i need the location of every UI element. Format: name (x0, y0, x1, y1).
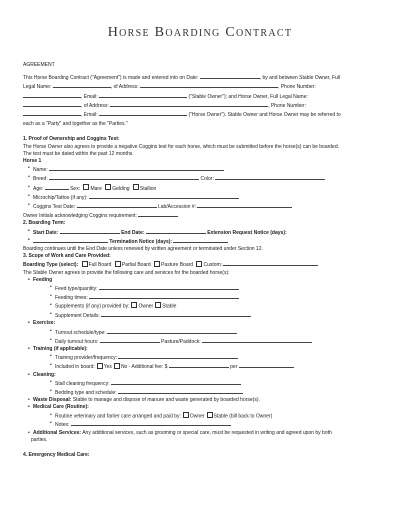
trainer-field[interactable] (118, 353, 238, 359)
supplement-details-field[interactable] (101, 311, 251, 317)
training-fee-field[interactable] (169, 362, 229, 368)
routine-owner-checkbox[interactable] (183, 412, 189, 418)
gelding-checkbox[interactable] (105, 184, 111, 190)
additional-services-cont: parties. (31, 436, 48, 443)
routine-care-item: • Routine veterinary and farrier care arranged and paid by: Owner Stable (bill back to Owner) (23, 412, 380, 421)
horse-name-item: • Name: (23, 165, 380, 174)
agreement-heading: AGREEMENT (23, 62, 55, 68)
medical-notes-item: • Notes: (23, 420, 380, 429)
horse-name-field[interactable] (49, 165, 224, 171)
horse-age-field[interactable] (45, 184, 69, 190)
medical-notes-field[interactable] (71, 420, 231, 426)
waste-disposal-item: • Waste Disposal: Stable to manage and dispose of manure and waste generated by boarded horse(s). (23, 397, 380, 404)
stable-owner-name-field[interactable] (53, 82, 111, 88)
section-3-heading: 3. Scope of Work and Care Provided: (23, 253, 111, 260)
microchip-field[interactable] (89, 193, 239, 199)
horse-color-field[interactable] (215, 174, 325, 180)
stable-owner-phone-field[interactable] (23, 92, 81, 98)
owner-initials-item: Owner Initials acknowledging Coggins requirement: (23, 211, 380, 220)
horse-owner-address-field[interactable] (110, 101, 268, 107)
supplement-owner-checkbox[interactable] (131, 302, 137, 308)
section-2-heading: 2. Boarding Term: (23, 220, 66, 227)
stallion-checkbox[interactable] (133, 184, 139, 190)
stall-cleaning-field[interactable] (111, 379, 241, 385)
extension-days-field[interactable] (33, 237, 108, 243)
stable-owner-address-field[interactable] (140, 82, 278, 88)
routine-stable-checkbox[interactable] (207, 412, 213, 418)
daily-turnout-item: • Daily turnout hours: Pasture/Paddock: (23, 337, 380, 346)
section-4-heading: 4. Emergency Medical Care: (23, 451, 90, 458)
coggins-text: The Horse Owner also agrees to provide a negative Coggins test for each horse, which must be submitted before the horse(s) can be boarded. (23, 143, 340, 150)
agreement-line-3: , Email: ("Stable Owner"); and Horse Owner, Full Legal Name: (23, 92, 380, 101)
feed-type-field[interactable] (99, 284, 239, 290)
bedding-field[interactable] (118, 388, 243, 394)
contract-body (23, 62, 380, 459)
start-date-field[interactable] (60, 228, 120, 234)
horse-breed-item: • Breed: Color: (23, 174, 380, 183)
agreement-line-5: , Email: ("Horse Owner"). Stable Owner and Horse Owner may be referred to (23, 110, 380, 119)
feeding-times-field[interactable] (89, 293, 239, 299)
included-item: • Included in board: Yes No - Additional fee: $ per (23, 362, 380, 371)
party-note: each as a "Party" and together as the "Parties." (23, 121, 128, 128)
included-no-checkbox[interactable] (114, 363, 120, 369)
trainer-item: • Training provider/frequency: (23, 353, 380, 362)
section-1-heading: 1. Proof of Ownership and Coggins Test: (23, 136, 120, 143)
microchip-item: • Microchip/Tattoo (if any): (23, 193, 380, 202)
horse-breed-field[interactable] (49, 174, 199, 180)
pasture-paddock-field[interactable] (202, 337, 312, 343)
end-date-field[interactable] (146, 228, 206, 234)
horse-owner-phone-field[interactable] (23, 110, 81, 116)
feeding-times-item: • Feeding times: (23, 293, 380, 302)
agreement-line-1: This Horse Boarding Contract ("Agreement") is made and entered into on Date: , by and between Stable Owner, Full (23, 75, 341, 82)
exercise-heading: • Exercise: (23, 320, 380, 327)
supplements-item: • Supplements (if any) provided by: Owner Stable (23, 302, 380, 311)
medical-heading: • Medical Care (Routine): (23, 404, 380, 411)
termination-days-field[interactable] (173, 237, 228, 243)
supplement-stable-checkbox[interactable] (155, 302, 161, 308)
supplement-details-item: • Supplement Details: (23, 311, 380, 320)
turnout-field[interactable] (107, 328, 237, 334)
termination-item: • Termination Notice (days): (23, 237, 380, 246)
coggins-date-field[interactable] (77, 202, 157, 208)
feeding-heading: • Feeding (23, 277, 380, 284)
services-intro: The Stable Owner agrees to provide the following care and services for the boarded horse(s): (23, 269, 230, 276)
coggins-text-2: The test must be dated within the past 12 months. (23, 150, 134, 157)
horse-owner-email-field[interactable] (99, 110, 187, 116)
lab-accession-field[interactable] (197, 202, 292, 208)
custom-board-field[interactable] (223, 260, 318, 266)
included-yes-checkbox[interactable] (97, 363, 103, 369)
additional-services-item: • Additional Services: Any additional services, such as grooming or special care, must be requested in writing and agreed upon by both (23, 430, 380, 437)
boarding-type-row: Boarding Type (select): Full Board Partial Board Pasture Board Custom: (23, 260, 380, 269)
horse-owner-name-field[interactable] (23, 101, 81, 107)
term-dates-item: • Start Date: End Date: Extension Request Notice (days): (23, 228, 380, 237)
training-heading: • Training (if applicable): (23, 346, 380, 353)
training-fee-per-field[interactable] (239, 362, 294, 368)
daily-turnout-field[interactable] (100, 337, 160, 343)
coggins-date-item: • Coggins Test Date: Lab/Accession #: (23, 202, 380, 211)
horse-1-heading: Horse 1 (23, 158, 42, 165)
agreement-line-4: , of Address: , Phone Number: (23, 101, 380, 110)
bedding-item: • Bedding type and schedule: (23, 388, 380, 397)
cleaning-heading: • Cleaning: (23, 372, 380, 379)
stable-owner-email-field[interactable] (99, 92, 187, 98)
feed-type-item: • Feed type/quantity: (23, 284, 380, 293)
partial-board-checkbox[interactable] (115, 261, 121, 267)
stall-cleaning-item: • Stall cleaning frequency: (23, 379, 380, 388)
pasture-board-checkbox[interactable] (154, 261, 160, 267)
owner-initials-field[interactable] (138, 211, 178, 217)
mare-checkbox[interactable] (83, 184, 89, 190)
contract-date-field[interactable] (200, 73, 260, 79)
custom-board-checkbox[interactable] (196, 261, 202, 267)
full-board-checkbox[interactable] (82, 261, 88, 267)
page-title: Horse Boarding Contract (107, 25, 293, 40)
turnout-item: • Turnout schedule/type: (23, 328, 380, 337)
horse-age-sex-item: • Age: Sex: Mare Gelding Stallion (23, 184, 380, 193)
term-note: Boarding continues until the End Date unless renewed by written agreement or terminated under Section 12. (23, 246, 263, 253)
agreement-line-2: Legal Name: , of Address: , Phone Number: (23, 84, 316, 91)
